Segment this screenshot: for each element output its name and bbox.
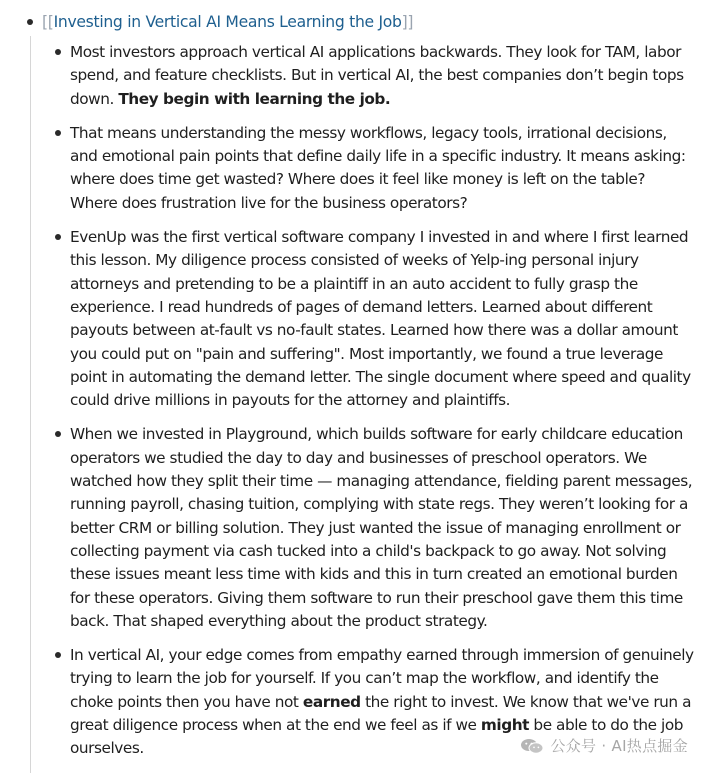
text-segment: When we invested in Playground, which builds software for early childcare education <box>70 425 683 444</box>
child-bullet[interactable] <box>55 49 61 55</box>
text-segment: better CRM or billing solution. They just wanted the issue of managing enrollment or <box>70 518 681 537</box>
text-segment: down. <box>70 89 119 108</box>
text-segment: watched how they split their time — managing attendance, fielding parent messages, <box>70 472 693 491</box>
text-segment: could drive millions in payouts for the attorney and plaintiffs. <box>70 391 511 410</box>
text-line <box>70 64 710 87</box>
paragraph-text[interactable] <box>70 226 710 412</box>
text-segment: the right to invest. We know that we've run a <box>360 692 691 711</box>
paragraph-text[interactable] <box>70 423 710 633</box>
text-segment: running payroll, chasing tuition, complying with state regs. They weren’t looking for a <box>70 495 688 514</box>
text-line <box>70 493 710 516</box>
text-line <box>70 667 710 690</box>
bold-text: They begin with learning the job. <box>118 89 391 108</box>
text-line <box>70 343 710 366</box>
child-block[interactable] <box>0 423 710 633</box>
child-block[interactable] <box>0 226 710 412</box>
text-segment: EvenUp was the first vertical software company I invested in and where I first learned <box>70 228 689 247</box>
text-line <box>70 447 710 470</box>
bold-text: might <box>480 716 530 735</box>
text-segment: experience. I read hundreds of pages of demand letters. Learned about different <box>70 297 653 316</box>
open-brackets: [[ <box>42 13 54 31</box>
text-segment: Most investors approach vertical AI applications backwards. They look for TAM, labor <box>70 43 681 61</box>
text-line <box>70 192 710 215</box>
child-bullet[interactable] <box>55 431 61 437</box>
text-line <box>70 517 710 540</box>
text-segment: back. That shaped everything about the product strategy. <box>70 611 488 630</box>
paragraph-text[interactable] <box>70 122 710 215</box>
text-segment: operators we studied the day to day and businesses of preschool operators. We <box>70 448 647 467</box>
text-segment: spend, and feature checklists. But in vertical AI, the best companies don’t begin tops <box>70 66 684 85</box>
child-block[interactable] <box>0 122 710 215</box>
child-bullet[interactable] <box>55 130 61 136</box>
text-line <box>70 644 710 667</box>
text-segment: collecting payment via cash tucked into a child's backpack to go away. Not solving <box>70 541 667 560</box>
text-line <box>70 389 710 412</box>
text-line <box>70 226 710 249</box>
paragraph-text[interactable] <box>70 41 710 111</box>
text-segment: Where does frustration live for the business operators? <box>70 193 468 212</box>
text-segment: payouts between at-fault vs no-fault states. Learned how there was a dollar amount <box>70 321 678 340</box>
page-link-title[interactable]: Investing in Vertical AI Means Learning the Job <box>53 13 402 31</box>
text-segment: for these operators. Giving them software to run their preschool gave them this time <box>70 588 683 607</box>
text-line <box>70 540 710 563</box>
text-segment: ourselves. <box>70 739 144 758</box>
text-segment: trying to learn the job for yourself. If you can’t map the workflow, and identify the <box>70 669 659 688</box>
close-brackets: ]] <box>401 13 414 31</box>
text-line <box>70 610 710 633</box>
text-segment: be able to do the job <box>529 716 684 735</box>
child-block[interactable] <box>0 41 710 111</box>
text-line <box>70 122 710 145</box>
text-line <box>70 273 710 296</box>
text-line <box>70 88 710 111</box>
text-line <box>70 423 710 446</box>
wechat-icon <box>520 738 544 754</box>
bold-text: earned <box>302 692 361 711</box>
child-bullet[interactable] <box>55 652 61 658</box>
text-line <box>70 587 710 610</box>
text-line <box>70 319 710 342</box>
child-bullet[interactable] <box>55 234 61 240</box>
text-segment: choke points then you have not <box>70 692 303 711</box>
text-line <box>70 145 710 168</box>
text-line <box>70 296 710 319</box>
text-line <box>70 168 710 191</box>
text-segment: this lesson. My diligence process consisted of weeks of Yelp-ing personal injury <box>70 251 639 270</box>
text-line <box>70 366 710 389</box>
text-segment: great diligence process when at the end we feel as if we <box>70 716 481 735</box>
text-segment: attorneys and pretending to be a plaintiff in an auto accident to fully grasp the <box>70 274 638 293</box>
child-blocks <box>0 41 710 772</box>
text-line <box>70 249 710 272</box>
watermark-text: 公众号 · AI热点掘金 <box>550 737 688 755</box>
text-segment: In vertical AI, your edge comes from empathy earned through immersion of genuinely <box>70 646 694 665</box>
text-segment: you could put on "pain and suffering". Most importantly, we found a true leverage <box>70 344 663 363</box>
text-line <box>70 470 710 493</box>
page-reference-link[interactable] <box>42 11 413 34</box>
text-line <box>70 563 710 586</box>
text-segment: point in automating the demand letter. The single document where speed and quality <box>70 367 691 386</box>
text-segment: where does time get wasted? Where does it feel like money is left on the table? <box>70 170 645 189</box>
text-segment: That means understanding the messy workflows, legacy tools, irrational decisions, <box>70 123 667 142</box>
text-segment: these issues meant less time with kids and this in turn created an emotional burden <box>70 565 678 584</box>
text-line <box>70 691 710 714</box>
text-segment: and emotional pain points that define daily life in a specific industry. It means asking: <box>70 147 686 166</box>
outline-bullet[interactable] <box>27 19 33 25</box>
text-line <box>70 41 710 64</box>
watermark <box>516 734 688 757</box>
